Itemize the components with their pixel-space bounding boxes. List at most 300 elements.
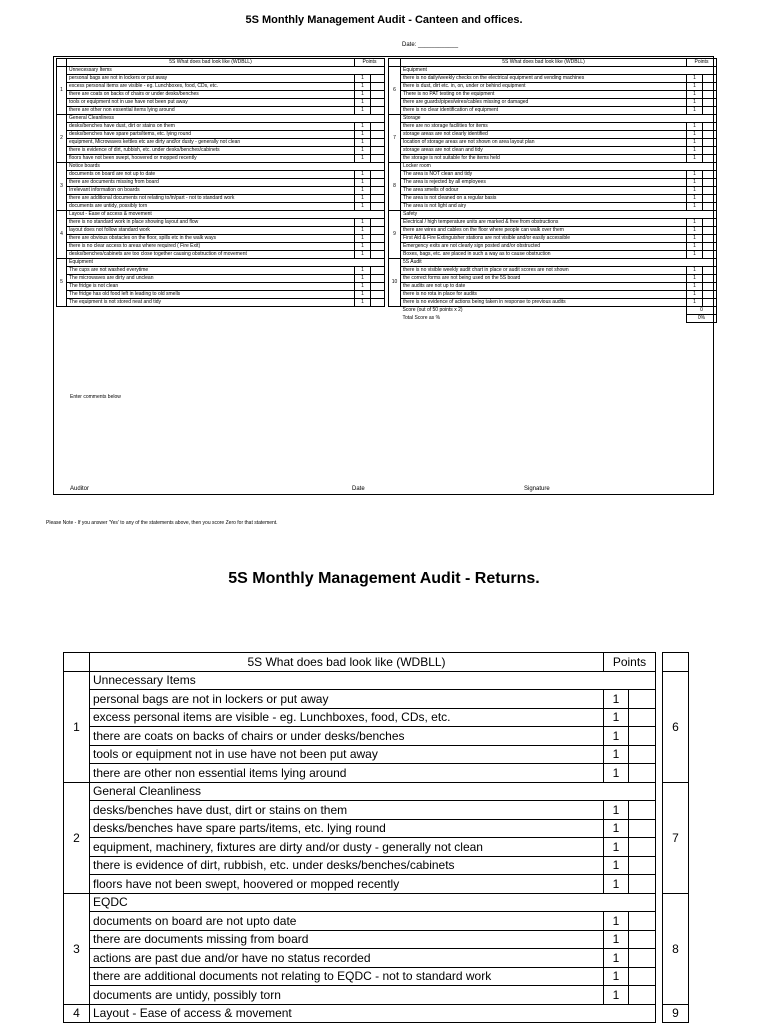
section-title: Equipment	[67, 259, 385, 267]
score-cell	[703, 267, 717, 275]
point-value: 1	[687, 299, 703, 307]
score-cell	[371, 267, 385, 275]
score-cell	[371, 131, 385, 139]
section-number: 4	[64, 1004, 90, 1023]
score-cell	[629, 967, 656, 986]
score-cell	[703, 275, 717, 283]
score-cell	[703, 251, 717, 259]
item-text: The equipment is not stored neat and tidy	[67, 299, 355, 307]
points-header: Points	[687, 59, 717, 67]
checklist-row	[57, 251, 385, 259]
point-value: 1	[687, 171, 703, 179]
section-number: 4	[57, 211, 67, 259]
gap	[656, 1004, 663, 1023]
column-header: 5S What does bad look like (WDBLL)	[90, 653, 604, 672]
point-value: 1	[687, 75, 703, 83]
checklist-row	[57, 291, 385, 299]
score-label: Score (out of 50 points x 2)	[402, 307, 463, 314]
score-cell	[371, 299, 385, 307]
item-text: layout does not follow standard work	[67, 227, 355, 235]
score-cell	[703, 147, 717, 155]
item-text: documents are untidy, possibly torn	[90, 986, 604, 1005]
checklist-row	[57, 219, 385, 227]
point-value: 1	[687, 275, 703, 283]
score-cell	[703, 227, 717, 235]
returns-checklist-table	[63, 652, 689, 1023]
checklist-row	[64, 875, 689, 894]
gap	[656, 782, 663, 893]
item-text: desks/benches have dust, dirt or stains on them	[67, 123, 355, 131]
point-value: 1	[604, 967, 629, 986]
checklist-row	[57, 147, 385, 155]
point-value: 1	[355, 75, 371, 83]
section-title: EQDC	[90, 893, 656, 912]
checklist-row	[64, 856, 689, 875]
section-number: 3	[57, 163, 67, 211]
checklist-row	[389, 99, 717, 107]
item-text: personal bags are not in lockers or put away	[67, 75, 355, 83]
item-text: The fridge is not clean	[67, 283, 355, 291]
checklist-row	[389, 243, 717, 251]
item-text: there are no storage facilities for items	[401, 123, 687, 131]
score-cell	[703, 131, 717, 139]
item-text: there is dust, dirt etc. in, on, under or behind equipment	[401, 83, 687, 91]
item-text: The area is NOT clean and tidy	[401, 171, 687, 179]
score-cell	[629, 912, 656, 931]
right-header-spacer	[663, 653, 689, 672]
checklist-row	[57, 123, 385, 131]
score-cell	[371, 123, 385, 131]
checklist-row	[389, 171, 717, 179]
header-spacer	[64, 653, 90, 672]
point-value: 1	[355, 275, 371, 283]
checklist-row	[389, 275, 717, 283]
score-cell	[371, 147, 385, 155]
checklist-row	[64, 912, 689, 931]
section-number: 9	[389, 211, 401, 259]
checklist-row	[64, 949, 689, 968]
checklist-row	[57, 235, 385, 243]
item-text: there is no visible weekly audit chart in place or audit scores are not shown	[401, 267, 687, 275]
score-cell	[371, 171, 385, 179]
checklist-row	[57, 171, 385, 179]
signature-label: Signature	[524, 486, 550, 492]
score-cell	[703, 155, 717, 163]
score-cell	[703, 171, 717, 179]
point-value: 1	[687, 235, 703, 243]
item-text: First Aid & Fire Extinguisher stations are not visible and/or easily accessible	[401, 235, 687, 243]
item-text: The area smells of odour	[401, 187, 687, 195]
point-value: 1	[687, 131, 703, 139]
section-title: Safety	[401, 211, 717, 219]
item-text: there is no clear identification of equipment	[401, 107, 687, 115]
column-header: 5S What does bad look like (WDBLL)	[67, 59, 355, 67]
checklist-row	[389, 203, 717, 211]
item-text: The area is not cleaned on a regular basis	[401, 195, 687, 203]
section-title: General Cleanliness	[90, 782, 656, 801]
item-text: documents on board are not up to date	[67, 171, 355, 179]
item-text: there are guards/pipes/wires/cables missing or damaged	[401, 99, 687, 107]
item-text: there are wires and cables on the floor where people can walk over them	[401, 227, 687, 235]
item-text: there are obvious obstacles on the floor, spills etc in the walk ways	[67, 235, 355, 243]
item-text: Electrical / high temperature units are marked & free from obstructions	[401, 219, 687, 227]
checklist-row	[57, 203, 385, 211]
score-cell	[703, 75, 717, 83]
score-cell	[371, 219, 385, 227]
item-text: Irrelevant information on boards	[67, 187, 355, 195]
item-text: personal bags are not in lockers or put away	[90, 690, 604, 709]
point-value: 1	[687, 155, 703, 163]
item-text: location of storage areas are not shown on area layout plan	[401, 139, 687, 147]
item-text: Emergency exits are not clearly sign posted and/or obstructed	[401, 243, 687, 251]
point-value: 1	[687, 227, 703, 235]
point-value: 1	[355, 171, 371, 179]
checklist-row	[389, 187, 717, 195]
item-text: desks/benches have dust, dirt or stains on them	[90, 801, 604, 820]
checklist-row	[389, 179, 717, 187]
item-text: The area is rejected by all employees	[401, 179, 687, 187]
point-value: 1	[604, 690, 629, 709]
score-cell	[629, 949, 656, 968]
item-text: floors have not been swept, hoovered or mopped recently	[67, 155, 355, 163]
point-value: 1	[355, 139, 371, 147]
checklist-row	[57, 283, 385, 291]
score-cell	[703, 123, 717, 131]
page2-title: 5S Monthly Management Audit - Returns.	[228, 570, 540, 587]
auditor-label: Auditor	[70, 486, 90, 492]
point-value: 1	[687, 291, 703, 299]
page1-title: 5S Monthly Management Audit - Canteen and offices.	[245, 14, 523, 26]
score-cell	[703, 203, 717, 211]
item-text: the audits are not up to date	[401, 283, 687, 291]
header-spacer	[57, 59, 67, 67]
point-value: 1	[687, 91, 703, 99]
checklist-row	[389, 195, 717, 203]
score-cell	[629, 690, 656, 709]
score-cell	[371, 203, 385, 211]
point-value: 1	[355, 131, 371, 139]
checklist-row	[57, 187, 385, 195]
item-text: there are additional documents not relating to/in/part - not to standard work	[67, 195, 355, 203]
footnote: Please Note - If you answer 'Yes' to any of the statements above, then you score Zero for that statement.	[46, 520, 278, 526]
column-header: 5S What does bad look like (WDBLL)	[401, 59, 687, 67]
point-value: 1	[355, 227, 371, 235]
section-title: Layout - Ease of access & movement	[90, 1004, 656, 1023]
point-value: 1	[604, 838, 629, 857]
point-value: 1	[355, 187, 371, 195]
checklist-row	[389, 91, 717, 99]
score-cell	[371, 283, 385, 291]
point-value: 1	[687, 283, 703, 291]
score-cell	[629, 856, 656, 875]
points-header: Points	[355, 59, 385, 67]
score-cell	[703, 179, 717, 187]
right-section-number: 6	[663, 671, 689, 782]
checklist-row	[389, 155, 717, 163]
checklist-row	[389, 131, 717, 139]
point-value: 1	[604, 764, 629, 783]
point-value: 1	[355, 299, 371, 307]
score-cell	[371, 155, 385, 163]
checklist-row	[57, 107, 385, 115]
checklist-row	[57, 155, 385, 163]
item-text: The area is not light and airy	[401, 203, 687, 211]
checklist-row	[389, 227, 717, 235]
score-cell	[703, 139, 717, 147]
point-value: 1	[687, 147, 703, 155]
point-value: 1	[687, 187, 703, 195]
point-value: 1	[604, 708, 629, 727]
section-number: 6	[389, 67, 401, 115]
item-text: there are coats on backs of chairs or under desks/benches	[90, 727, 604, 746]
score-cell	[371, 187, 385, 195]
item-text: actions are past due and/or have no status recorded	[90, 949, 604, 968]
section-number: 7	[389, 115, 401, 163]
point-value: 1	[355, 291, 371, 299]
item-text: there are documents missing from board	[67, 179, 355, 187]
item-text: there are other non essential items lying around	[67, 107, 355, 115]
point-value: 1	[687, 267, 703, 275]
point-value: 1	[355, 107, 371, 115]
point-value: 1	[604, 856, 629, 875]
score-cell	[371, 243, 385, 251]
point-value: 1	[604, 801, 629, 820]
score-value: 0	[687, 307, 717, 315]
score-cell	[703, 83, 717, 91]
item-text: there are additional documents not relating to EQDC - not to standard work	[90, 967, 604, 986]
item-text: storage areas are not clearly identified	[401, 131, 687, 139]
point-value: 1	[687, 251, 703, 259]
checklist-row	[64, 708, 689, 727]
checklist-row	[57, 275, 385, 283]
checklist-row	[57, 131, 385, 139]
item-text: tools or equipment not in use have not been put away	[90, 745, 604, 764]
item-text: There is no PAT testing on the equipment	[401, 91, 687, 99]
score-cell	[629, 727, 656, 746]
point-value: 1	[355, 99, 371, 107]
point-value: 1	[355, 251, 371, 259]
checklist-row	[64, 764, 689, 783]
checklist-row	[389, 107, 717, 115]
score-cell	[703, 243, 717, 251]
score-cell	[629, 708, 656, 727]
score-cell	[703, 283, 717, 291]
section-number: 3	[64, 893, 90, 1004]
item-text: floors have not been swept, hoovered or mopped recently	[90, 875, 604, 894]
date-field: Date: ____________	[402, 42, 459, 48]
point-value: 1	[355, 243, 371, 251]
checklist-row	[64, 690, 689, 709]
section-number: 1	[57, 67, 67, 115]
checklist-row	[64, 745, 689, 764]
score-cell	[703, 235, 717, 243]
point-value: 1	[355, 123, 371, 131]
point-value: 1	[604, 819, 629, 838]
score-cell	[703, 195, 717, 203]
checklist-row	[57, 139, 385, 147]
item-text: The microwaves are dirty and unclean	[67, 275, 355, 283]
score-cell	[629, 819, 656, 838]
score-cell	[371, 107, 385, 115]
point-value: 1	[355, 91, 371, 99]
section-number: 5	[57, 259, 67, 307]
section-title: Storage	[401, 115, 717, 123]
section-number: 8	[389, 163, 401, 211]
point-value: 1	[687, 243, 703, 251]
point-value: 1	[355, 283, 371, 291]
gap	[656, 671, 663, 782]
item-text: documents on board are not upto date	[90, 912, 604, 931]
score-cell	[629, 764, 656, 783]
item-text: The fridge has old food left in leading to old smells	[67, 291, 355, 299]
points-header: Points	[604, 653, 656, 672]
item-text: desks/benches have spare parts/items, etc. lying round	[90, 819, 604, 838]
item-text: there is evidence of dirt, rubbish, etc. under desks/benches/cabinets	[90, 856, 604, 875]
checklist-row	[64, 986, 689, 1005]
section-number: 2	[64, 782, 90, 893]
point-value: 1	[687, 107, 703, 115]
section-title: Notice boards	[67, 163, 385, 171]
item-text: there is no rota in place for audits	[401, 291, 687, 299]
score-cell	[703, 99, 717, 107]
section-title: 5S Audit	[401, 259, 717, 267]
item-text: the storage is not suitable for the items held	[401, 155, 687, 163]
item-text: documents are untidy, possibly torn	[67, 203, 355, 211]
gap	[656, 893, 663, 1004]
section-title: General Cleanliness	[67, 115, 385, 123]
score-cell	[371, 275, 385, 283]
item-text: there is evidence of dirt, rubbish, etc. under desks/benches/cabinets	[67, 147, 355, 155]
score-cell	[703, 291, 717, 299]
point-value: 1	[355, 155, 371, 163]
checklist-row	[57, 179, 385, 187]
score-cell	[371, 75, 385, 83]
checklist-row	[57, 243, 385, 251]
item-text: Boxes, bags, etc. are placed in such a way as to cause obstruction	[401, 251, 687, 259]
checklist-row	[57, 299, 385, 307]
score-spacer	[389, 307, 401, 315]
point-value: 1	[604, 727, 629, 746]
score-cell	[371, 227, 385, 235]
point-value: 1	[355, 147, 371, 155]
point-value: 1	[687, 83, 703, 91]
item-text: equipment, Microwaves kettles etc are dirty and/or dusty - generally not clean	[67, 139, 355, 147]
score-cell	[371, 251, 385, 259]
right-section-number: 9	[663, 1004, 689, 1023]
checklist-row	[389, 219, 717, 227]
checklist-row	[389, 83, 717, 91]
section-title: Unnecessary Items	[67, 67, 385, 75]
checklist-row	[57, 75, 385, 83]
total-value: 0%	[687, 315, 717, 323]
item-text: there is no daily/weekly checks on the electrical equipment and vending machines	[401, 75, 687, 83]
checklist-row	[389, 235, 717, 243]
item-text: desks/benches have spare parts/items, etc. lying round	[67, 131, 355, 139]
item-text: excess personal items are visible - eg. Lunchboxes, food, CDs, etc.	[67, 83, 355, 91]
checklist-row	[57, 83, 385, 91]
item-text: The cups are not washed everytime	[67, 267, 355, 275]
checklist-row	[389, 75, 717, 83]
checklist-row	[57, 91, 385, 99]
checklist-row	[389, 147, 717, 155]
score-cell	[629, 801, 656, 820]
point-value: 1	[355, 235, 371, 243]
item-text: desks/benches/cabinets are too close together causing obstruction of movement	[67, 251, 355, 259]
checklist-row	[389, 123, 717, 131]
point-value: 1	[687, 203, 703, 211]
item-text: the correct forms are not being used on the 5S board	[401, 275, 687, 283]
score-cell	[703, 219, 717, 227]
gap	[656, 653, 663, 672]
item-text: storage areas are not clean and tidy	[401, 147, 687, 155]
checklist-row	[64, 967, 689, 986]
section-title: Layout - Ease of access & movement	[67, 211, 385, 219]
section-title: Unnecessary Items	[90, 671, 656, 690]
item-text: there are coats on backs of chairs or under desks/benches	[67, 91, 355, 99]
point-value: 1	[604, 986, 629, 1005]
item-text: there is no evidence of actions being taken in response to previous audits	[401, 299, 687, 307]
score-cell	[371, 235, 385, 243]
checklist-row	[57, 227, 385, 235]
score-cell	[629, 930, 656, 949]
section-number: 2	[57, 115, 67, 163]
score-cell	[629, 838, 656, 857]
checklist-row	[57, 267, 385, 275]
point-value: 1	[355, 203, 371, 211]
checklist-row	[64, 801, 689, 820]
point-value: 1	[355, 179, 371, 187]
score-cell	[629, 745, 656, 764]
checklist-row	[389, 291, 717, 299]
score-cell	[371, 83, 385, 91]
point-value: 1	[687, 123, 703, 131]
score-cell	[371, 91, 385, 99]
score-cell	[371, 179, 385, 187]
checklist-row	[57, 195, 385, 203]
item-text: excess personal items are visible - eg. Lunchboxes, food, CDs, etc.	[90, 708, 604, 727]
point-value: 1	[604, 745, 629, 764]
header-spacer	[389, 59, 401, 67]
checklist-row	[64, 838, 689, 857]
comments-label: Enter comments below	[70, 394, 121, 400]
checklist-row	[389, 299, 717, 307]
score-cell	[629, 875, 656, 894]
item-text: there is no clear access to areas where required ( Fire Exit)	[67, 243, 355, 251]
score-cell	[629, 986, 656, 1005]
section-title: Equipment	[401, 67, 717, 75]
item-text: tools or equipment not in use have not been put away	[67, 99, 355, 107]
score-cell	[703, 187, 717, 195]
score-cell	[371, 291, 385, 299]
point-value: 1	[687, 179, 703, 187]
right-checklist-table	[388, 58, 717, 323]
score-cell	[371, 139, 385, 147]
checklist-row	[389, 283, 717, 291]
item-text: there are documents missing from board	[90, 930, 604, 949]
score-cell	[703, 107, 717, 115]
item-text: there are other non essential items lying around	[90, 764, 604, 783]
score-cell	[371, 99, 385, 107]
section-title: Locker room	[401, 163, 717, 171]
point-value: 1	[687, 99, 703, 107]
point-value: 1	[604, 912, 629, 931]
total-spacer	[389, 315, 401, 323]
left-checklist-table	[56, 58, 385, 307]
checklist-row	[64, 727, 689, 746]
point-value: 1	[355, 83, 371, 91]
section-number: 10	[389, 259, 401, 307]
checklist-row	[389, 267, 717, 275]
